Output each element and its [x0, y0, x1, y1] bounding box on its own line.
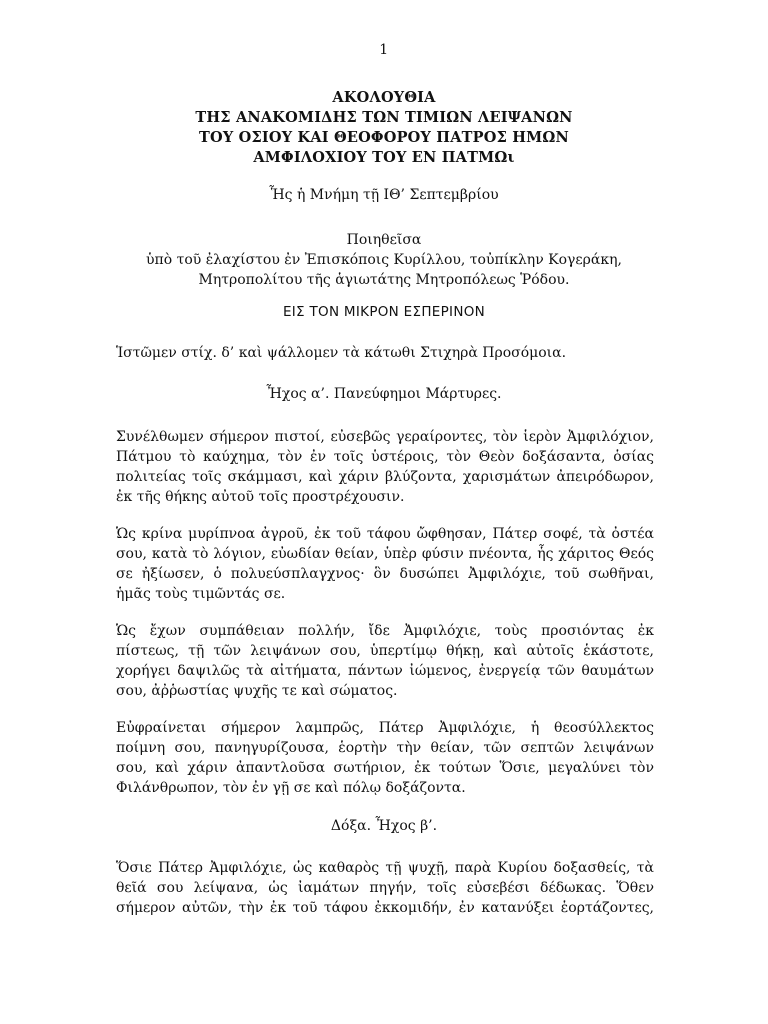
hymn-paragraph-3 [116, 621, 654, 701]
text-line: ἡμᾶς τοὺς τιμῶντάς σε. [116, 586, 286, 602]
text-line: σου, καὶ χάριν ἀπαντλοῦσα σωτήριον, ἐκ τούτων Ὅσιε, μεγαλύνει τὸν [116, 760, 654, 776]
title-line: ΤΗΣ ΑΝΑΚΟΜΙΔΗΣ ΤΩΝ ΤΙΜΙΩΝ ΛΕΙΨΑΝΩΝ [195, 109, 573, 126]
author-credit-line: Μητροπολίτου τῆς ἁγιωτάτης Μητροπόλεως Ῥόδου. [198, 272, 570, 288]
text-line: Εὐφραίνεται σήμερον λαμπρῶς, Πάτερ Ἀμφιλόχιε, ἡ θεοσύλλεκτος [116, 720, 654, 736]
tone-heading: Ἦχος α’. Πανεύφημοι Μάρτυρες. [266, 386, 502, 402]
text-line: Ὡς κρίνα μυρίπνοα ἀγροῦ, ἐκ τοῦ τάφου ὤφθησαν, Πάτερ σοφέ, τὰ ὀστέα [116, 526, 654, 542]
page-number: 1 [379, 42, 389, 58]
text-line: Φιλάνθρωπον, τὸν ἐν γῇ σε καὶ πόλῳ δοξάζοντα. [116, 780, 466, 796]
text-line: Πάτμου τὸ καύχημα, τὸν ἐν τοῖς ὑστέροις, τὸν Θεὸν δοξάσαντα, ὁσίας [116, 449, 654, 465]
author-credit-line: ὑπὸ τοῦ ἐλαχίστου ἐν Ἐπισκόποις Κυρίλλου, τοὐπίκλην Κογεράκη, [146, 252, 622, 268]
commemoration-date: Ἧς ἡ Μνήμη τῇ ΙΘ’ Σεπτεμβρίου [269, 187, 499, 203]
text-line: ἐκ τῆς θήκης αὐτοῦ τοῖς προστρέχουσιν. [116, 489, 405, 505]
hymn-paragraph-1 [116, 427, 654, 507]
text-line: Συνέλθωμεν σήμερον πιστοί, εὐσεβῶς γεραίροντες, τὸν ἱερὸν Ἀμφιλόχιον, [116, 429, 654, 445]
text-line: θεῖά σου λείψανα, ὡς ἰαμάτων πηγήν, τοῖς εὐσεβέσι δέδωκας. Ὅθεν [116, 880, 654, 896]
text-line: Ὡς ἔχων συμπάθειαν πολλήν, ἴδε Ἀμφιλόχιε, τοὺς προσιόντας ἐκ [116, 623, 654, 639]
title-line: ΑΜΦΙΛΟΧΙΟΥ ΤΟΥ ΕΝ ΠΑΤΜΩι [253, 149, 515, 166]
text-line: χορήγει δαψιλῶς τὰ αἰτήματα, πάντων ἰώμενος, ἐνεργείᾳ τῶν θαυμάτων [116, 663, 654, 679]
doxa-tone-heading: Δόξα. Ἦχος β’. [330, 818, 438, 834]
text-line: σου, κατὰ τὸ λόγιον, εὐωδίαν θείαν, ὑπὲρ φύσιν πνέοντα, ἧς χάριτος Θεός [116, 546, 654, 562]
author-credit-line: Ποιηθεῖσα [346, 232, 422, 248]
text-line: πίστεως, τῇ τῶν λειψάνων σου, ὑπερτίμῳ θήκῃ, καὶ αὐτοῖς ἑκάστοτε, [116, 643, 654, 659]
text-line: σε ἠξίωσεν, ὁ πολυεύσπλαγχνος· ὃν δυσώπει Ἀμφιλόχιε, τοῦ σωθῆναι, [116, 566, 654, 582]
title-line: ΤΟΥ ΟΣΙΟΥ ΚΑΙ ΘΕΟΦΟΡΟΥ ΠΑΤΡΟΣ ΗΜΩΝ [199, 129, 569, 146]
document-title [0, 88, 768, 168]
title-line: ΑΚΟΛΟΥΘΙΑ [332, 89, 436, 106]
rubric: Ἱστῶμεν στίχ. δ’ καὶ ψάλλομεν τὰ κάτωθι Στιχηρὰ Προσόμοια. [116, 345, 567, 361]
hymn-paragraph-5 [116, 858, 654, 918]
text-line: ποίμνη σου, πανηγυρίζουσα, ἑορτὴν τὴν θείαν, τῶν σεπτῶν λειψάνων [116, 740, 654, 756]
text-line: Ὅσιε Πάτερ Ἀμφιλόχιε, ὡς καθαρὸς τῇ ψυχῇ, παρὰ Κυρίου δοξασθείς, τὰ [116, 860, 654, 876]
text-line: πολιτείας τοῖς σκάμμασι, καὶ χάριν βλύζοντα, χαρισμάτων ἀπειρόδωρον, [116, 469, 654, 485]
text-line: σου, ἀῤῥωστίας ψυχῆς τε καὶ σώματος. [116, 683, 398, 699]
text-line: σήμερον αὐτῶν, τὴν ἐκ τοῦ τάφου ἐκκομιδήν, ἐν κατανύξει ἑορτάζοντες, [116, 900, 654, 916]
section-heading: ΕΙΣ ΤΟΝ ΜΙΚΡΟΝ ΕΣΠΕΡΙΝΟΝ [282, 304, 486, 320]
hymn-paragraph-2 [116, 524, 654, 604]
hymn-paragraph-4 [116, 718, 654, 798]
author-credit [0, 230, 768, 290]
